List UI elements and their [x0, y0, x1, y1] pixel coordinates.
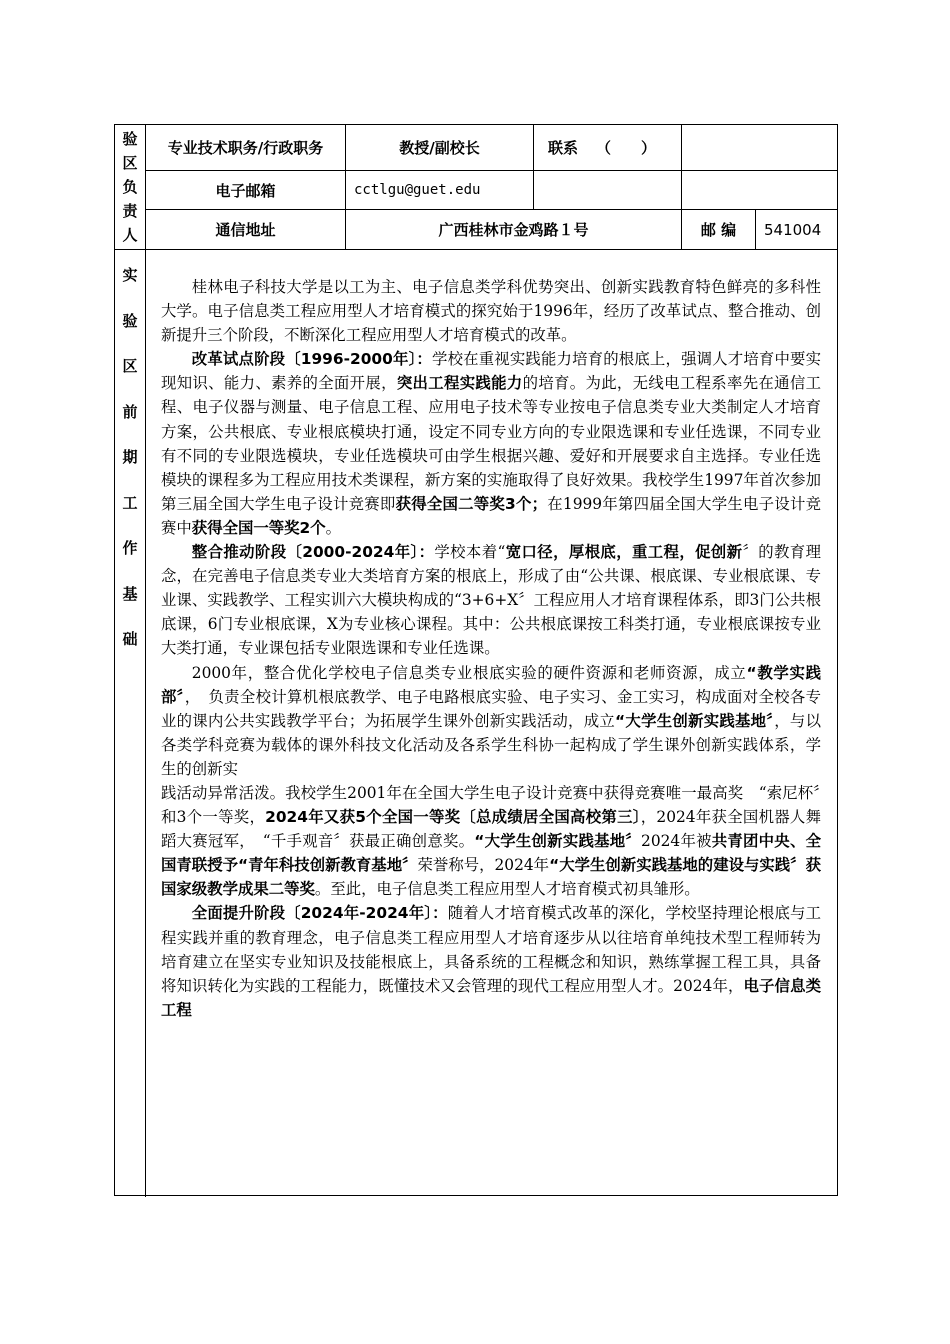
email-label: 电子邮箱 — [215, 181, 276, 200]
text-run: ， 负责全校计算机根底教学、电子电路根底实验、电子实习、金工实习，构成面对全校各专业的课内公共实践教学平台；为拓展学生课外创新实践活动，成立 — [161, 687, 821, 730]
bold-text: 获得全国一等奖2个 — [191, 518, 326, 537]
paragraph-p5 — [161, 781, 821, 901]
address-label: 通信地址 — [215, 221, 276, 239]
bold-text: 改革试点阶段〔1996-2000年〕： — [191, 350, 432, 369]
text-run: 。至此，电子信息类工程应用型人才培育模式初具雏形。 — [314, 880, 700, 899]
bold-text: 2024年又获5个全国一等奖〔总成绩居全国高校第三〕 — [265, 808, 641, 827]
side-char: 验 — [122, 130, 138, 148]
paragraph-p4 — [161, 661, 821, 781]
paragraph-p3 — [161, 540, 821, 660]
text-run: 随着人才培育模式改革的深化，学校坚持理论根底与工程实践并重的教育理念，电子信息类工程应用型人才培育逐步从以往培育单纯技术型工程师转为培育建立在坚实专业知识及技能根底上，具备系统的工程概念和知识，熟练掌握工程工具，具备将知识转化为实践的工程能力，既懂技术又会管理的现代工程应用型人才。2024年， — [161, 904, 821, 995]
text-run: 荣誉称号，2024年 — [417, 856, 550, 875]
text-run: 学校本着“ — [434, 543, 506, 562]
text-run: 桂林电子科技大学是以工为主、电子信息类学科优势突出、创新实践教育特色鲜亮的多科性大学。电子信息类工程应用型人才培育模式的探究始于1996年，经历了改革试点、整合推动、创新提升三个阶段，不断深化工程应用型人才培育模式的改革。 — [161, 278, 821, 345]
bold-text: “大学生创新实践基地〞 — [474, 832, 642, 851]
contact-value: （ ） — [596, 139, 657, 157]
bold-text: “大学生创新实践基地〞 — [615, 711, 775, 730]
text-run: 2000年，整合优化学校电子信息类专业根底实验的硬件资源和老师资源，成立 — [191, 663, 747, 682]
side-char: 验 — [122, 311, 138, 330]
side-char: 实 — [122, 266, 138, 284]
side-char: 基 — [122, 584, 138, 603]
email-value: cctlgu@guet.edu — [354, 182, 481, 198]
side-char: 前 — [122, 402, 138, 421]
bold-text: 突出工程实践能力 — [396, 374, 523, 393]
bold-text: 全面提升阶段〔2024年-2024年〕： — [191, 904, 448, 923]
side-char: 负 — [122, 178, 138, 196]
side-char: 期 — [122, 448, 138, 466]
title-label: 专业技术职务/行政职务 — [167, 139, 324, 157]
paragraph-p2 — [161, 347, 821, 540]
side-label-foundation — [115, 253, 145, 663]
bold-text: “教学实践部〞 — [161, 663, 821, 706]
title-value: 教授/副校长 — [399, 139, 480, 157]
bold-text: “大学生创新实践基地的建设与实践〞 — [549, 856, 806, 875]
col-divider — [145, 125, 146, 1197]
side-char: 础 — [122, 630, 138, 648]
text-run: 2024年被 — [641, 832, 712, 851]
side-label-responsible — [115, 127, 145, 247]
bold-text: 获国家级教学成果二等奖 — [161, 856, 822, 899]
text-run: 践活动异常活泼。我校学生2001年在全国大学生电子设计竞赛中获得竞赛唯一最高奖 “索尼杯〞和3个一等奖， — [161, 783, 821, 827]
side-char: 责 — [122, 202, 138, 220]
zip-value: 541004 — [764, 220, 822, 239]
bold-text: 宽口径，厚根底，重工程，促创新 — [505, 543, 743, 562]
contact-label: 联系 — [548, 139, 579, 157]
address-value: 广西桂林市金鸡路１号 — [438, 221, 589, 239]
application-form-table — [114, 124, 838, 1196]
body-text — [161, 275, 821, 1022]
side-char: 区 — [122, 154, 138, 172]
text-run: 学校在重视实践能力培育的根底上，强调人才培育中要实现知识、能力、素养的全面开展， — [161, 350, 821, 393]
text-run: ，与以各类学科竞赛为载体的课外科技文化活动及各系学生科协一起构成了学生课外创新实践体系，学生的创新实 — [161, 711, 821, 778]
text-run: ，2024年获全国机器人舞蹈大赛冠军， “千手观音〞获最正确创意奖。 — [161, 808, 821, 851]
text-run: 的培育。为此，无线电工程系率先在通信工程、电子仪器与测量、电子信息工程、应用电子技术等专业按电子信息类专业大类制定人才培育方案，公共根底、专业根底模块打通，设定不同专业方向的专业限选课和专业任选课，不同专业有不同的专业限选模块，专业任选模块可由学生根据兴趣、爱好和开展要求自主选择。专业任选模块的课程多为工程应用技术类课程，新方案的实施取得了良好效果。我校学生1997年首次参加第三届全国大学生电子设计竞赛即 — [161, 374, 821, 513]
text-run: 。 — [325, 518, 342, 537]
text-run: 在1999年第四届全国大学生电子设计竞赛中 — [161, 494, 821, 537]
side-char: 区 — [122, 357, 138, 375]
bold-text: 获得全国二等奖3个； — [395, 494, 548, 513]
paragraph-p1 — [161, 275, 821, 347]
bold-text: 电子信息类工程 — [161, 976, 821, 1019]
side-char: 工 — [122, 493, 138, 512]
side-char: 作 — [122, 539, 138, 557]
bold-text: 整合推动阶段〔2000-2024年〕： — [191, 543, 435, 562]
bold-text: 共青团中央、全国青联授予“青年科技创新教育基地〞 — [161, 832, 821, 875]
paragraph-p6 — [161, 901, 821, 1021]
text-run: 〞的教育理念，在完善电子信息类专业大类培育方案的根底上，形成了由“公共课、根底课、专业根底课、专业课、实践教学、工程实训六大模块构成的“3+6+X〞工程应用人才培育课程体系，即3门公共根底课，6门专业根底课，X为专业核心课程。其中：公共根底课按工科类打通，专业根底课按专业大类打通，专业课包括专业限选课和专业任选课。 — [161, 543, 821, 658]
contact-cell — [534, 125, 685, 170]
zip-label: 邮 编 — [700, 221, 737, 239]
side-char: 人 — [122, 226, 138, 244]
row-divider — [115, 249, 837, 250]
